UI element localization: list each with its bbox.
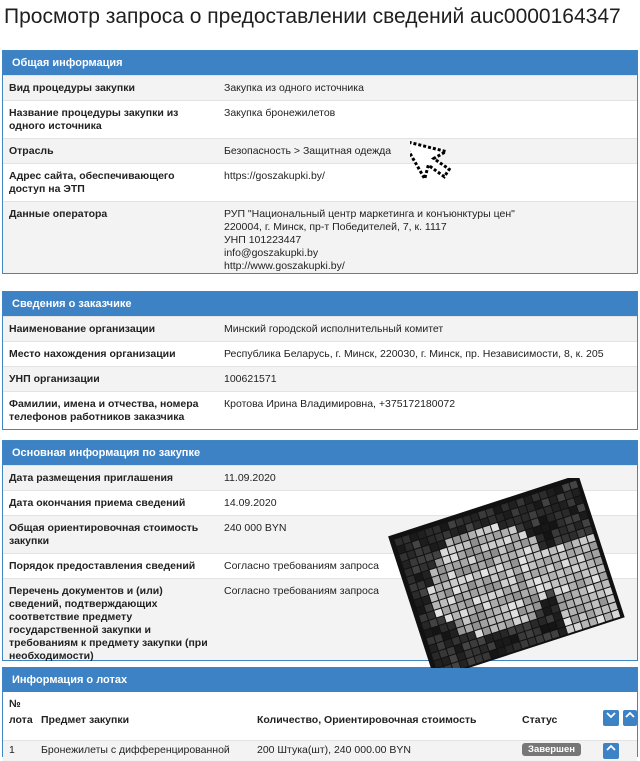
field-value-line: 220004, г. Минск, пр-т Победителей, 7, к. 1117 bbox=[224, 221, 447, 233]
field-value-line[interactable]: http://www.goszakupki.by/ bbox=[224, 260, 345, 272]
lot-toggle-button[interactable] bbox=[603, 743, 619, 759]
general-info-header: Общая информация bbox=[3, 51, 637, 75]
customer-row bbox=[3, 366, 637, 391]
field-label: Наименование организации bbox=[9, 323, 156, 335]
col-num-top: № bbox=[9, 698, 21, 710]
lots-table-header bbox=[3, 692, 637, 740]
field-value bbox=[218, 491, 637, 515]
field-value bbox=[218, 139, 637, 163]
field-label: Дата окончания приема сведений bbox=[9, 497, 186, 509]
status-badge: Завершен bbox=[522, 743, 581, 756]
field-value-line: Кротова Ирина Владимировна, +375172180072 bbox=[224, 398, 456, 410]
field-value-line: РУП "Национальный центр маркетинга и конъюнктуры цен" bbox=[224, 208, 515, 220]
field-value-line[interactable]: info@goszakupki.by bbox=[224, 247, 319, 259]
customer-info-panel bbox=[2, 291, 638, 430]
general-info-panel bbox=[2, 50, 638, 274]
field-label: Место нахождения организации bbox=[9, 348, 176, 360]
field-value-line[interactable]: https://goszakupki.by/ bbox=[224, 170, 325, 182]
field-value bbox=[218, 76, 637, 100]
customer-info-header: Сведения о заказчике bbox=[3, 292, 637, 316]
field-label: Название процедуры закупки из одного источника bbox=[9, 107, 179, 132]
chevron-up-icon bbox=[625, 710, 635, 720]
field-label: Перечень документов и (или) сведений, подтверждающих соответствие предмету государственной закупки и требованиям к предмету закупки (при необходимости) bbox=[9, 585, 208, 662]
customer-row bbox=[3, 341, 637, 366]
field-label: Порядок предоставления сведений bbox=[9, 560, 196, 572]
procurement-row bbox=[3, 465, 637, 490]
field-value bbox=[218, 202, 637, 273]
field-value bbox=[218, 516, 637, 553]
customer-row bbox=[3, 391, 637, 429]
field-label: Фамилии, имена и отчества, номера телефонов работников заказчика bbox=[9, 398, 199, 423]
field-value-line: 11.09.2020 bbox=[224, 472, 276, 484]
lot-row[interactable] bbox=[3, 740, 637, 761]
col-status: Статус bbox=[522, 714, 558, 726]
chevron-down-icon bbox=[606, 710, 616, 720]
field-value-line: Закупка бронежилетов bbox=[224, 107, 336, 119]
field-value bbox=[218, 164, 637, 201]
procurement-row bbox=[3, 553, 637, 578]
field-value bbox=[218, 101, 637, 138]
general-row bbox=[3, 138, 637, 163]
general-row bbox=[3, 100, 637, 138]
field-value-line: 240 000 BYN bbox=[224, 522, 287, 534]
field-value bbox=[218, 466, 637, 490]
field-value-line: 14.09.2020 bbox=[224, 497, 277, 509]
field-label: Дата размещения приглашения bbox=[9, 472, 174, 484]
collapse-all-button[interactable] bbox=[623, 710, 637, 726]
customer-row bbox=[3, 316, 637, 341]
field-value bbox=[218, 392, 637, 429]
field-value-line: Закупка из одного источника bbox=[224, 82, 364, 94]
general-row bbox=[3, 201, 637, 273]
field-value-line: УНП 101223447 bbox=[224, 234, 302, 246]
lot-number: 1 bbox=[9, 744, 15, 756]
field-label: Вид процедуры закупки bbox=[9, 82, 135, 94]
field-label: УНП организации bbox=[9, 373, 100, 385]
procurement-info-header: Основная информация по закупке bbox=[3, 441, 637, 465]
procurement-info-panel bbox=[2, 440, 638, 661]
chevron-up-icon bbox=[606, 743, 616, 753]
lot-subject: Бронежилеты с дифференцированной bbox=[41, 744, 230, 756]
field-label: Общая ориентировочная стоимость закупки bbox=[9, 522, 199, 547]
field-value-line: Согласно требованиям запроса bbox=[224, 585, 379, 597]
field-value-line: Согласно требованиям запроса bbox=[224, 560, 379, 572]
lot-quantity: 200 Штука(шт), 240 000.00 BYN bbox=[257, 744, 412, 756]
lots-header: Информация о лотах bbox=[3, 668, 637, 692]
general-row bbox=[3, 163, 637, 201]
procurement-row bbox=[3, 578, 637, 660]
col-quantity: Количество, Ориентировочная стоимость bbox=[257, 714, 477, 726]
field-value-line: Республика Беларусь, г. Минск, 220030, г. Минск, пр. Независимости, 8, к. 205 bbox=[224, 348, 604, 360]
col-num-bottom: лота bbox=[9, 714, 33, 726]
procurement-row bbox=[3, 515, 637, 553]
field-value bbox=[218, 342, 637, 366]
field-value bbox=[218, 554, 637, 578]
general-row bbox=[3, 75, 637, 100]
field-value-line: Безопасность > Защитная одежда bbox=[224, 145, 392, 157]
page-title: Просмотр запроса о предоставлении сведений auc0000164347 bbox=[4, 5, 621, 28]
field-label: Адрес сайта, обеспечивающего доступ на ЭТП bbox=[9, 170, 175, 195]
field-value-line: 100621571 bbox=[224, 373, 277, 385]
col-subject: Предмет закупки bbox=[41, 714, 130, 726]
field-value bbox=[218, 317, 637, 341]
expand-all-button[interactable] bbox=[603, 710, 619, 726]
lots-panel bbox=[2, 667, 638, 757]
field-value-line: Минский городской исполнительный комитет bbox=[224, 323, 444, 335]
procurement-row bbox=[3, 490, 637, 515]
field-label: Отрасль bbox=[9, 145, 54, 157]
field-value bbox=[218, 367, 637, 391]
field-value bbox=[218, 579, 637, 660]
field-label: Данные оператора bbox=[9, 208, 108, 220]
